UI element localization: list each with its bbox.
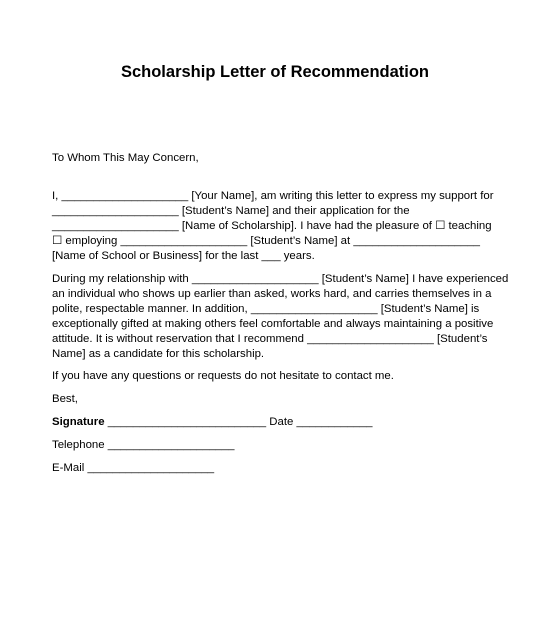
signature-row <box>52 415 373 430</box>
paragraph-1-line-4: ☐ employing ____________________ [Student’s Name] at ____________________ <box>52 235 481 247</box>
paragraph-2-line-6: Name] as a candidate for this scholarship. <box>52 348 265 360</box>
paragraph-2-line-2: an individual who shows up earlier than asked, works hard, and carries themselves in a <box>52 288 492 300</box>
document-title: Scholarship Letter of Recommendation <box>120 63 430 81</box>
paragraph-2-line-4: exceptionally gifted at making others feel comfortable and always maintaining a positive <box>52 318 494 330</box>
salutation: To Whom This May Concern, <box>52 152 199 164</box>
paragraph-1-line-5: [Name of School or Business] for the last ___ years. <box>52 250 315 262</box>
signature-date-line: _________________________ Date ____________ <box>107 416 373 428</box>
paragraph-1-line-1: I, ____________________ [Your Name], am writing this letter to express my support for <box>52 190 494 202</box>
paragraph-2-line-5: attitude. It is without reservation that I recommend ____________________ [Student’s <box>52 333 488 345</box>
email-line: E-Mail ____________________ <box>52 462 215 474</box>
paragraph-1-line-2: ____________________ [Student’s Name] and their application for the <box>52 205 410 217</box>
paragraph-2-line-3: polite, respectable manner. In addition, ____________________ [Student’s Name] is <box>52 303 480 315</box>
paragraph-2-line-1: During my relationship with ____________________ [Student’s Name] I have experienced <box>52 273 509 285</box>
signature-label: Signature <box>52 416 105 428</box>
paragraph-1-line-3: ____________________ [Name of Scholarship]. I have had the pleasure of ☐ teaching <box>52 220 492 232</box>
telephone-line: Telephone ____________________ <box>52 439 235 451</box>
closing: Best, <box>52 393 78 405</box>
paragraph-3: If you have any questions or requests do not hesitate to contact me. <box>52 370 394 382</box>
